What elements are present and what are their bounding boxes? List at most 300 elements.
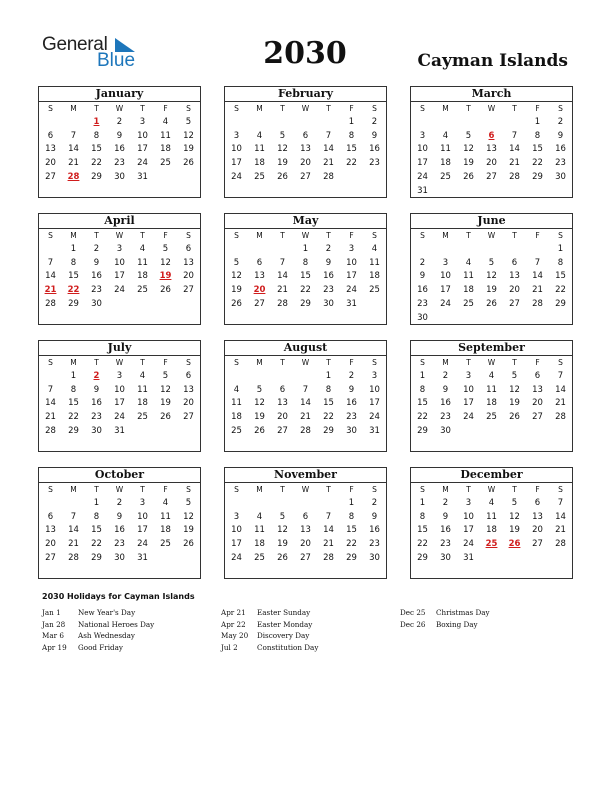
day-cell: 2	[442, 370, 449, 381]
empty-day-cell	[248, 370, 271, 384]
day-cell: 21	[323, 539, 334, 550]
day-cell: 26	[277, 552, 288, 563]
holiday-day-cell: 26	[508, 539, 521, 550]
day-cell: 30	[417, 312, 428, 323]
day-cell: 4	[162, 497, 169, 508]
day-cell: 16	[91, 271, 102, 282]
weekday-label: M	[442, 231, 449, 240]
day-cell: 5	[256, 384, 263, 395]
day-cell: 19	[160, 398, 171, 409]
weekday-label: T	[466, 485, 471, 494]
day-cell: 23	[440, 539, 451, 550]
day-cell: 4	[256, 511, 263, 522]
empty-day-cell	[225, 116, 248, 130]
day-cell: 13	[532, 511, 543, 522]
day-cell: 21	[509, 158, 520, 169]
day-cell: 23	[114, 158, 125, 169]
holiday-name: Boxing Day	[436, 619, 478, 629]
week-row	[39, 171, 200, 185]
empty-day-cell	[457, 312, 480, 326]
day-cell: 8	[557, 257, 564, 268]
empty-day-cell	[549, 185, 572, 199]
day-cell: 27	[183, 412, 194, 423]
month-november	[224, 467, 387, 579]
day-cell: 9	[93, 384, 100, 395]
weekday-label: F	[349, 358, 354, 367]
day-cell: 27	[509, 298, 520, 309]
weekday-label: M	[256, 104, 263, 113]
empty-day-cell	[39, 243, 62, 257]
day-cell: 17	[114, 398, 125, 409]
day-cell: 29	[68, 425, 79, 436]
empty-day-cell	[503, 425, 526, 439]
week-row	[39, 284, 200, 298]
weekday-label: S	[372, 358, 377, 367]
day-cell: 6	[185, 370, 192, 381]
week-row	[411, 284, 572, 298]
day-cell: 1	[70, 243, 77, 254]
day-cell: 24	[114, 412, 125, 423]
week-row	[39, 298, 200, 312]
empty-day-cell	[294, 370, 317, 384]
day-cell: 13	[183, 384, 194, 395]
logo-text-general: General	[42, 34, 108, 55]
empty-day-cell	[503, 185, 526, 199]
day-cell: 18	[440, 158, 451, 169]
week-row	[411, 524, 572, 538]
weekday-label: T	[280, 485, 285, 494]
holiday-name: Constitution Day	[257, 642, 319, 652]
day-cell: 1	[325, 370, 332, 381]
empty-day-cell	[549, 425, 572, 439]
day-cell: 15	[346, 144, 357, 155]
day-cell: 12	[509, 511, 520, 522]
weekday-label: T	[466, 104, 471, 113]
week-row	[225, 411, 386, 425]
holiday-row	[221, 607, 318, 619]
day-cell: 17	[346, 271, 357, 282]
week-row	[411, 130, 572, 144]
day-cell: 27	[183, 285, 194, 296]
day-cell: 12	[277, 144, 288, 155]
empty-day-cell	[225, 243, 248, 257]
weekday-label: T	[140, 104, 145, 113]
holiday-day-cell: 25	[485, 539, 498, 550]
day-cell: 1	[419, 497, 426, 508]
month-february	[224, 86, 387, 198]
day-cell: 24	[463, 539, 474, 550]
day-cell: 17	[137, 525, 148, 536]
day-cell: 6	[534, 497, 541, 508]
empty-day-cell	[480, 425, 503, 439]
day-cell: 29	[417, 552, 428, 563]
week-row	[411, 552, 572, 566]
weekday-label: M	[442, 485, 449, 494]
day-cell: 25	[160, 158, 171, 169]
empty-day-cell	[317, 116, 340, 130]
day-cell: 20	[45, 158, 56, 169]
weekday-label: M	[442, 358, 449, 367]
empty-day-cell	[549, 312, 572, 326]
empty-day-cell	[480, 552, 503, 566]
week-row	[225, 524, 386, 538]
empty-day-cell	[248, 497, 271, 511]
day-cell: 30	[440, 425, 451, 436]
day-cell: 14	[555, 384, 566, 395]
weekday-label: T	[94, 231, 99, 240]
day-cell: 18	[369, 271, 380, 282]
weekday-label: W	[301, 358, 310, 367]
empty-day-cell	[480, 243, 503, 257]
weekday-label: S	[48, 231, 53, 240]
day-cell: 1	[534, 116, 541, 127]
day-cell: 4	[256, 130, 263, 141]
day-cell: 25	[369, 285, 380, 296]
day-cell: 16	[369, 144, 380, 155]
week-row	[39, 524, 200, 538]
empty-day-cell	[457, 243, 480, 257]
day-cell: 2	[557, 116, 564, 127]
day-cell: 19	[183, 525, 194, 536]
week-row	[39, 397, 200, 411]
day-cell: 18	[254, 539, 265, 550]
month-march	[410, 86, 573, 198]
holiday-row	[221, 619, 318, 631]
week-row	[225, 116, 386, 130]
day-cell: 6	[511, 257, 518, 268]
day-cell: 25	[254, 171, 265, 182]
holiday-name: Discovery Day	[257, 631, 310, 640]
weekday-label: T	[512, 104, 517, 113]
empty-day-cell	[503, 116, 526, 130]
day-cell: 7	[325, 511, 332, 522]
day-cell: 19	[231, 285, 242, 296]
weekday-label: M	[70, 358, 77, 367]
day-cell: 5	[185, 497, 192, 508]
month-june	[410, 213, 573, 325]
day-cell: 20	[300, 539, 311, 550]
day-cell: 23	[369, 539, 380, 550]
weekday-label: S	[234, 231, 239, 240]
weekday-label: T	[326, 104, 331, 113]
weekday-label: W	[115, 358, 124, 367]
day-cell: 24	[137, 158, 148, 169]
day-cell: 28	[45, 298, 56, 309]
day-cell: 26	[277, 171, 288, 182]
weekday-header-row	[225, 356, 386, 370]
day-cell: 30	[555, 171, 566, 182]
week-row	[411, 157, 572, 171]
day-cell: 8	[70, 257, 77, 268]
day-cell: 17	[463, 398, 474, 409]
day-cell: 4	[442, 130, 449, 141]
weekday-label: F	[163, 358, 168, 367]
holiday-name: National Heroes Day	[78, 619, 155, 629]
day-cell: 30	[440, 552, 451, 563]
empty-day-cell	[411, 243, 434, 257]
week-row	[225, 243, 386, 257]
week-row	[39, 157, 200, 171]
weekday-label: F	[349, 104, 354, 113]
day-cell: 12	[160, 257, 171, 268]
day-cell: 6	[47, 130, 54, 141]
day-cell: 5	[162, 243, 169, 254]
empty-day-cell	[503, 243, 526, 257]
week-row	[39, 425, 200, 439]
holiday-row	[400, 619, 490, 631]
day-cell: 6	[47, 511, 54, 522]
day-cell: 14	[532, 271, 543, 282]
day-cell: 22	[91, 158, 102, 169]
holiday-row	[42, 642, 154, 654]
day-cell: 17	[114, 271, 125, 282]
day-cell: 3	[139, 116, 146, 127]
day-cell: 15	[532, 144, 543, 155]
week-row	[39, 411, 200, 425]
empty-day-cell	[177, 171, 200, 185]
week-row	[225, 370, 386, 384]
day-cell: 9	[442, 511, 449, 522]
day-cell: 30	[114, 171, 125, 182]
day-cell: 21	[68, 158, 79, 169]
day-cell: 16	[114, 144, 125, 155]
holiday-day-cell: 28	[67, 171, 80, 182]
day-cell: 22	[323, 412, 334, 423]
holiday-day-cell: 2	[93, 370, 100, 381]
weekday-label: T	[94, 485, 99, 494]
day-cell: 28	[277, 298, 288, 309]
week-row	[411, 397, 572, 411]
weekday-label: S	[372, 231, 377, 240]
day-cell: 14	[45, 398, 56, 409]
weekday-label: S	[234, 485, 239, 494]
day-cell: 21	[277, 285, 288, 296]
day-cell: 8	[93, 130, 100, 141]
day-cell: 15	[417, 525, 428, 536]
day-cell: 3	[371, 370, 378, 381]
month-name: December	[411, 468, 572, 483]
empty-day-cell	[434, 185, 457, 199]
day-cell: 30	[91, 425, 102, 436]
weekday-label: T	[94, 104, 99, 113]
day-cell: 3	[465, 370, 472, 381]
week-row	[411, 511, 572, 525]
day-cell: 10	[463, 384, 474, 395]
day-cell: 1	[348, 497, 355, 508]
day-cell: 22	[417, 539, 428, 550]
empty-day-cell	[248, 116, 271, 130]
logo-text-blue: Blue	[97, 50, 136, 71]
day-cell: 4	[233, 384, 240, 395]
day-cell: 25	[440, 171, 451, 182]
week-row	[225, 384, 386, 398]
weekday-label: T	[466, 358, 471, 367]
week-row	[411, 370, 572, 384]
day-cell: 11	[486, 384, 497, 395]
day-cell: 25	[254, 552, 265, 563]
holiday-day-cell: 20	[253, 285, 266, 296]
day-cell: 11	[254, 144, 265, 155]
day-cell: 6	[256, 257, 263, 268]
weekday-header-row	[225, 229, 386, 243]
week-row	[411, 171, 572, 185]
week-row	[39, 511, 200, 525]
day-cell: 24	[369, 412, 380, 423]
holiday-date: Jan 1	[42, 608, 61, 617]
day-cell: 13	[486, 144, 497, 155]
day-cell: 4	[139, 370, 146, 381]
empty-day-cell	[480, 116, 503, 130]
day-cell: 8	[302, 257, 309, 268]
day-cell: 10	[137, 511, 148, 522]
holiday-name: Easter Sunday	[257, 608, 311, 617]
weekday-header-row	[411, 356, 572, 370]
day-cell: 15	[346, 525, 357, 536]
empty-day-cell	[363, 298, 386, 312]
day-cell: 22	[417, 412, 428, 423]
day-cell: 15	[68, 271, 79, 282]
holiday-column	[42, 607, 154, 653]
day-cell: 17	[463, 525, 474, 536]
weekday-label: T	[140, 231, 145, 240]
day-cell: 4	[465, 257, 472, 268]
day-cell: 10	[231, 525, 242, 536]
month-july	[38, 340, 201, 452]
empty-day-cell	[480, 185, 503, 199]
holiday-date: May 20	[221, 631, 249, 640]
day-cell: 7	[557, 370, 564, 381]
day-cell: 6	[534, 370, 541, 381]
weekday-label: F	[535, 358, 540, 367]
week-row	[225, 497, 386, 511]
weekday-header-row	[39, 356, 200, 370]
day-cell: 20	[45, 539, 56, 550]
day-cell: 15	[300, 271, 311, 282]
day-cell: 3	[116, 370, 123, 381]
day-cell: 18	[137, 398, 148, 409]
day-cell: 25	[231, 425, 242, 436]
day-cell: 25	[137, 285, 148, 296]
day-cell: 23	[440, 412, 451, 423]
day-cell: 18	[160, 525, 171, 536]
week-row	[225, 270, 386, 284]
day-cell: 16	[555, 144, 566, 155]
day-cell: 7	[557, 497, 564, 508]
holiday-date: Apr 22	[221, 619, 246, 629]
holiday-day-cell: 6	[488, 130, 495, 141]
day-cell: 28	[300, 425, 311, 436]
holiday-date: Dec 25	[400, 608, 426, 617]
empty-day-cell	[131, 425, 154, 439]
weekday-label: F	[535, 104, 540, 113]
day-cell: 30	[91, 298, 102, 309]
day-cell: 22	[68, 412, 79, 423]
day-cell: 29	[300, 298, 311, 309]
weekday-header-row	[411, 102, 572, 116]
weekday-label: S	[186, 485, 191, 494]
day-cell: 29	[323, 425, 334, 436]
month-name: August	[225, 341, 386, 356]
day-cell: 18	[254, 158, 265, 169]
day-cell: 2	[93, 243, 100, 254]
holiday-date: Jan 28	[42, 619, 66, 629]
day-cell: 7	[70, 511, 77, 522]
day-cell: 8	[348, 130, 355, 141]
day-cell: 9	[371, 130, 378, 141]
week-row	[39, 384, 200, 398]
day-cell: 27	[277, 425, 288, 436]
holiday-day-cell: 1	[93, 116, 100, 127]
day-cell: 12	[509, 384, 520, 395]
month-september	[410, 340, 573, 452]
day-cell: 20	[183, 398, 194, 409]
day-cell: 22	[346, 158, 357, 169]
day-cell: 3	[419, 130, 426, 141]
week-row	[225, 511, 386, 525]
holiday-date: Apr 19	[42, 642, 67, 652]
day-cell: 3	[442, 257, 449, 268]
empty-day-cell	[271, 497, 294, 511]
weekday-label: F	[535, 231, 540, 240]
day-cell: 4	[139, 243, 146, 254]
day-cell: 15	[417, 398, 428, 409]
day-cell: 23	[346, 412, 357, 423]
weekday-label: F	[349, 485, 354, 494]
empty-day-cell	[434, 116, 457, 130]
day-cell: 29	[417, 425, 428, 436]
day-cell: 2	[371, 497, 378, 508]
day-cell: 1	[557, 243, 564, 254]
empty-day-cell	[411, 116, 434, 130]
day-cell: 20	[277, 412, 288, 423]
empty-day-cell	[62, 116, 85, 130]
day-cell: 2	[348, 370, 355, 381]
weekday-label: T	[466, 231, 471, 240]
day-cell: 21	[555, 525, 566, 536]
holiday-day-cell: 22	[67, 285, 80, 296]
day-cell: 18	[486, 525, 497, 536]
day-cell: 28	[68, 552, 79, 563]
empty-day-cell	[225, 497, 248, 511]
day-cell: 3	[465, 497, 472, 508]
day-cell: 12	[160, 384, 171, 395]
weekday-label: T	[512, 358, 517, 367]
empty-day-cell	[526, 243, 549, 257]
day-cell: 11	[160, 511, 171, 522]
weekday-label: W	[115, 104, 124, 113]
empty-day-cell	[317, 497, 340, 511]
day-cell: 8	[70, 384, 77, 395]
day-cell: 26	[254, 425, 265, 436]
week-row	[39, 143, 200, 157]
weekday-label: S	[420, 231, 425, 240]
weekday-header-row	[411, 229, 572, 243]
day-cell: 30	[369, 552, 380, 563]
day-cell: 7	[279, 257, 286, 268]
day-cell: 3	[233, 130, 240, 141]
month-name: July	[39, 341, 200, 356]
empty-day-cell	[177, 298, 200, 312]
holidays-title: 2030 Holidays for Cayman Islands	[42, 592, 195, 601]
month-name: November	[225, 468, 386, 483]
day-cell: 12	[486, 271, 497, 282]
weekday-label: T	[512, 231, 517, 240]
day-cell: 11	[254, 525, 265, 536]
day-cell: 19	[463, 158, 474, 169]
holiday-name: Easter Monday	[257, 619, 313, 629]
day-cell: 28	[555, 412, 566, 423]
day-cell: 26	[160, 412, 171, 423]
